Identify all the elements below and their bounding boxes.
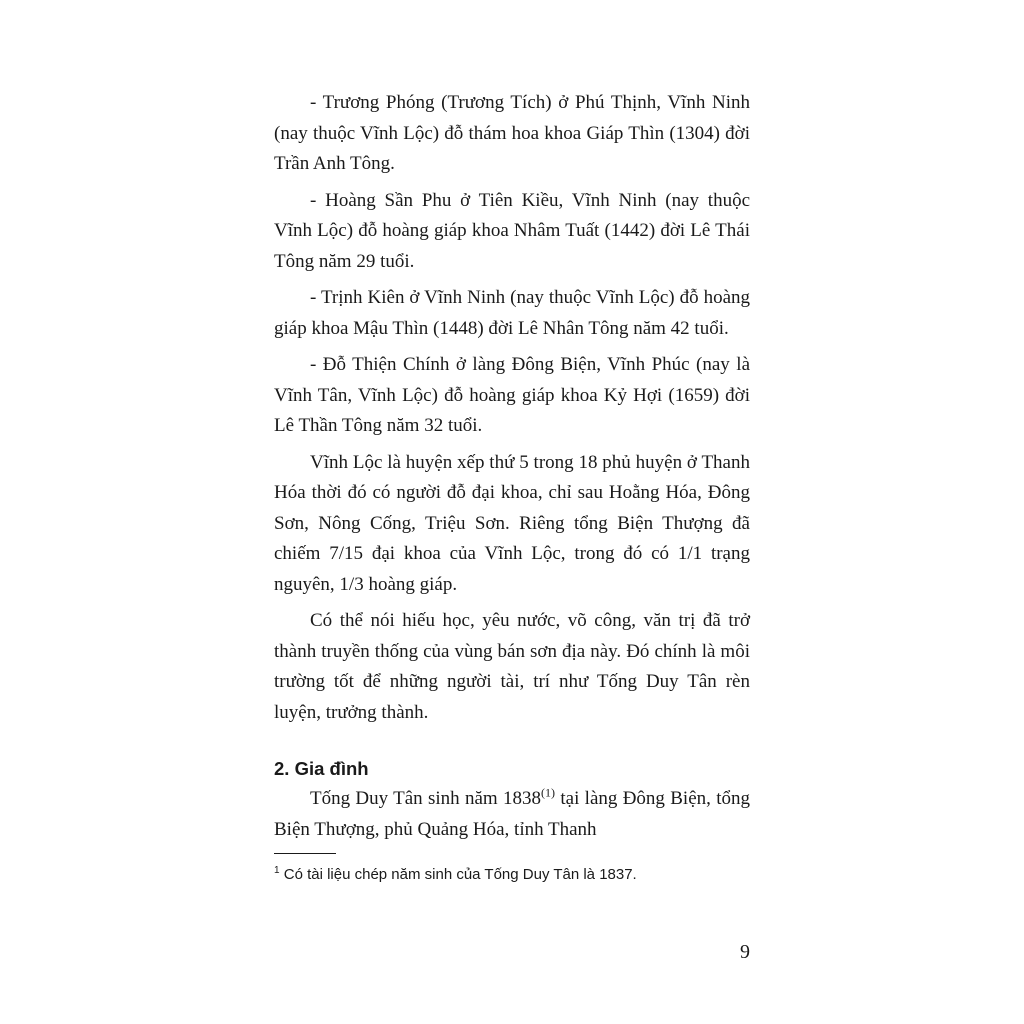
footnote-reference[interactable]: (1)	[541, 785, 556, 800]
family-text-start: Tống Duy Tân sinh năm 1838	[310, 788, 542, 809]
page-number: 9	[740, 941, 750, 963]
paragraph-tradition: Có thể nói hiếu học, yêu nước, võ công, văn trị đã trở thành truyền thống của vùng bán sơn địa này. Đó chính là môi trường tốt để những người tài, trí như Tống Duy Tân rèn luyện, trưởng thành.	[274, 610, 750, 723]
paragraph-do-thien-chinh: - Đỗ Thiện Chính ở làng Đông Biện, Vĩnh Phúc (nay là Vĩnh Tân, Vĩnh Lộc) đỗ hoàng giáp khoa Kỷ Hợi (1659) đời Lê Thần Tông năm 32 tuổi.	[274, 354, 750, 436]
paragraph-hoang-san-phu: - Hoàng Sần Phu ở Tiên Kiều, Vĩnh Ninh (nay thuộc Vĩnh Lộc) đỗ hoàng giáp khoa Nhâm Tuất (1442) đời Lê Thái Tông năm 29 tuổi.	[274, 189, 750, 272]
page-body	[274, 88, 750, 851]
paragraph-family	[274, 784, 750, 845]
section-heading: 2. Gia đình	[274, 758, 369, 779]
footnote	[274, 865, 637, 885]
paragraph-trinh-kien: - Trịnh Kiên ở Vĩnh Ninh (nay thuộc Vĩnh Lộc) đỗ hoàng giáp khoa Mậu Thìn (1448) đời Lê Nhân Tông năm 42 tuổi.	[274, 287, 750, 339]
footnote-divider	[274, 853, 336, 854]
footnote-text: Có tài liệu chép năm sinh của Tống Duy Tân là 1837.	[279, 866, 637, 883]
family-text-end: tại làng Đông Biện, tổng Biện Thượng, phủ Quảng Hóa, tỉnh Thanh	[274, 788, 750, 840]
footnote-mark: 1	[274, 865, 280, 876]
paragraph-vinh-loc-ranking: Vĩnh Lộc là huyện xếp thứ 5 trong 18 phủ huyện ở Thanh Hóa thời đó có người đỗ đại khoa, chỉ sau Hoằng Hóa, Đông Sơn, Nông Cống, Triệu Sơn. Riêng tổng Biện Thượng đã chiếm 7/15 đại khoa của Vĩnh Lộc, trong đó có 1/1 trạng nguyên, 1/3 hoàng giáp.	[274, 451, 750, 595]
paragraph-truong-phong: - Trương Phóng (Trương Tích) ở Phú Thịnh, Vĩnh Ninh (nay thuộc Vĩnh Lộc) đỗ thám hoa khoa Giáp Thìn (1304) đời Trần Anh Tông.	[274, 92, 750, 174]
